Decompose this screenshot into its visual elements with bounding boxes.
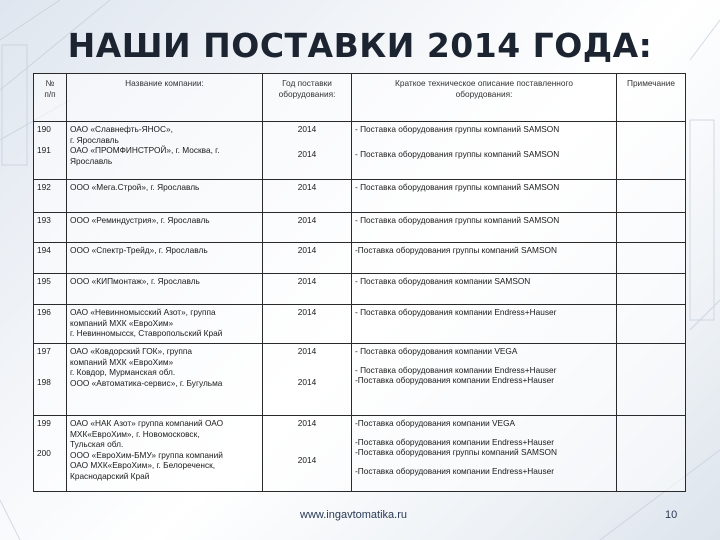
cell-company xyxy=(67,274,263,305)
cell-description xyxy=(352,213,617,243)
company-line: ООО «Реминдустрия», г. Ярославль xyxy=(70,215,210,225)
cell-number xyxy=(34,213,67,243)
year-value: 2014 xyxy=(297,124,317,134)
footer-url[interactable]: www.ingavtomatika.ru xyxy=(300,509,407,521)
cell-year xyxy=(263,416,352,492)
row-number: 200 xyxy=(37,447,51,458)
company-line: ОАО «НАК Азот» группа компаний ОАО xyxy=(70,418,224,428)
description-line: -Поставка оборудования группы компаний SAMSON xyxy=(355,245,557,255)
header-note xyxy=(617,74,686,122)
header-number xyxy=(34,74,67,122)
cell-year xyxy=(263,344,352,416)
cell-number xyxy=(34,416,67,492)
row-number: 199 xyxy=(37,418,51,428)
row-number: 192 xyxy=(37,182,51,192)
spacer xyxy=(355,458,613,466)
company-line: компаний МХК «ЕвроХим» xyxy=(70,356,174,367)
cell-number xyxy=(34,344,67,416)
year-value: 2014 xyxy=(297,215,317,225)
description-line: - Поставка оборудования компании Endress+Hauser xyxy=(355,364,557,375)
cell-description xyxy=(352,416,617,492)
year-value: 2014 xyxy=(297,276,317,286)
row-number: 196 xyxy=(37,307,51,317)
description-line: - Поставка оборудования группы компаний SAMSON xyxy=(355,124,560,134)
company-line: Тульская обл. xyxy=(70,439,124,449)
year-value: 2014 xyxy=(297,376,317,387)
cell-note xyxy=(617,416,686,492)
spacer xyxy=(355,357,613,365)
company-line: ОАО «ПРОМФИНСТРОЙ», г. Москва, г. xyxy=(70,145,220,155)
cell-number xyxy=(34,243,67,274)
year-value: 2014 xyxy=(297,346,317,356)
company-line: ООО «ЕвроХим-БМУ» группа компаний xyxy=(70,449,223,460)
row-number: 197 xyxy=(37,346,51,356)
cell-company xyxy=(67,180,263,213)
cell-company xyxy=(67,122,263,180)
spacer xyxy=(266,135,348,149)
spacer xyxy=(37,357,63,377)
company-line: ООО «КИПмонтаж», г. Ярославль xyxy=(70,276,200,286)
company-line: г. Невинномысск, Ставропольский Край xyxy=(70,328,223,338)
spacer xyxy=(355,429,613,437)
table-header-row xyxy=(34,74,686,122)
cell-year xyxy=(263,274,352,305)
year-value: 2014 xyxy=(297,307,317,317)
table-row xyxy=(34,305,686,344)
cell-note xyxy=(617,122,686,180)
description-line: - Поставка оборудования группы компаний SAMSON xyxy=(355,148,560,159)
header-description-line: оборудования: xyxy=(455,88,513,99)
header-year-line: оборудования: xyxy=(278,88,336,99)
cell-note xyxy=(617,305,686,344)
row-number: 191 xyxy=(37,144,51,155)
cell-description xyxy=(352,344,617,416)
cell-company xyxy=(67,416,263,492)
cell-note xyxy=(617,213,686,243)
company-line: ОАО «Ковдорский ГОК», группа xyxy=(70,346,193,356)
row-number: 194 xyxy=(37,245,51,255)
spacer xyxy=(266,429,348,455)
company-line: компаний МХК «ЕвроХим» xyxy=(70,317,174,328)
table-row xyxy=(34,243,686,274)
description-line: -Поставка оборудования группы компаний SAMSON xyxy=(355,447,557,457)
cell-year xyxy=(263,213,352,243)
description-line: - Поставка оборудования компании VEGA xyxy=(355,346,518,356)
header-number-line: п/п xyxy=(44,88,56,99)
table-row xyxy=(34,213,686,243)
page-number: 10 xyxy=(665,509,678,521)
cell-year xyxy=(263,180,352,213)
header-company xyxy=(67,74,263,122)
company-line: г. Ковдор, Мурманская обл. xyxy=(70,367,176,377)
cell-note xyxy=(617,344,686,416)
row-number: 193 xyxy=(37,215,51,225)
header-company-line: Название компании: xyxy=(125,78,204,88)
company-line: ОАО МХК«ЕвроХим», г. Белореченск, xyxy=(70,460,216,470)
company-line: г. Ярославль xyxy=(70,134,119,145)
cell-description xyxy=(352,274,617,305)
page-title: НАШИ ПОСТАВКИ 2014 ГОДА: xyxy=(67,26,653,65)
header-note-line: Примечание xyxy=(626,78,676,88)
table-body xyxy=(34,122,686,492)
description-line: - Поставка оборудования группы компаний SAMSON xyxy=(355,215,560,225)
header-number-line: № xyxy=(45,78,55,88)
table-row xyxy=(34,274,686,305)
spacer xyxy=(355,135,613,149)
description-line: -Поставка оборудования компании Endress+Hauser xyxy=(355,375,555,385)
cell-description xyxy=(352,122,617,180)
description-line: -Поставка оборудования компании Endress+Hauser xyxy=(355,436,555,447)
company-line: МХК«ЕвроХим», г. Новомосковск, xyxy=(70,428,200,439)
cell-number xyxy=(34,180,67,213)
cell-company xyxy=(67,305,263,344)
cell-year xyxy=(263,305,352,344)
year-value: 2014 xyxy=(297,245,317,255)
cell-number xyxy=(34,274,67,305)
deliveries-table xyxy=(33,73,686,492)
company-line: ОАО «Славнефть-ЯНОС», xyxy=(70,124,173,134)
table-row xyxy=(34,416,686,492)
company-line: ОАО «Невинномысский Азот», группа xyxy=(70,307,216,317)
row-number: 198 xyxy=(37,376,51,387)
year-value: 2014 xyxy=(297,418,317,428)
cell-year xyxy=(263,122,352,180)
header-description-line: Краткое техническое описание поставленного xyxy=(395,78,573,88)
year-value: 2014 xyxy=(297,148,317,159)
spacer xyxy=(266,357,348,377)
cell-company xyxy=(67,213,263,243)
cell-company xyxy=(67,344,263,416)
spacer xyxy=(37,135,63,145)
cell-note xyxy=(617,243,686,274)
company-line: ООО «Спектр-Трейд», г. Ярославль xyxy=(70,245,208,255)
cell-description xyxy=(352,243,617,274)
description-line: -Поставка оборудования компании VEGA xyxy=(355,418,516,428)
company-line: Ярославль xyxy=(70,155,113,166)
company-line: ООО «Автоматика-сервис», г. Бугульма xyxy=(70,377,223,388)
year-value: 2014 xyxy=(297,454,317,465)
table-row xyxy=(34,344,686,416)
table-row xyxy=(34,180,686,213)
cell-number xyxy=(34,305,67,344)
cell-company xyxy=(67,243,263,274)
cell-year xyxy=(263,243,352,274)
header-description xyxy=(352,74,617,122)
header-year xyxy=(263,74,352,122)
spacer xyxy=(37,429,63,448)
row-number: 195 xyxy=(37,276,51,286)
year-value: 2014 xyxy=(297,182,317,192)
description-line: - Поставка оборудования группы компаний SAMSON xyxy=(355,182,560,192)
cell-description xyxy=(352,305,617,344)
description-line: - Поставка оборудования компании SAMSON xyxy=(355,276,531,286)
description-line: - Поставка оборудования компании Endress+Hauser xyxy=(355,307,557,317)
cell-note xyxy=(617,180,686,213)
row-number: 190 xyxy=(37,124,51,134)
company-line: Краснодарский Край xyxy=(70,470,150,481)
cell-description xyxy=(352,180,617,213)
table-row xyxy=(34,122,686,180)
cell-note xyxy=(617,274,686,305)
company-line: ООО «Мега.Строй», г. Ярославль xyxy=(70,182,200,192)
header-year-line: Год поставки xyxy=(282,78,332,88)
description-line: -Поставка оборудования компании Endress+Hauser xyxy=(355,465,555,476)
cell-number xyxy=(34,122,67,180)
